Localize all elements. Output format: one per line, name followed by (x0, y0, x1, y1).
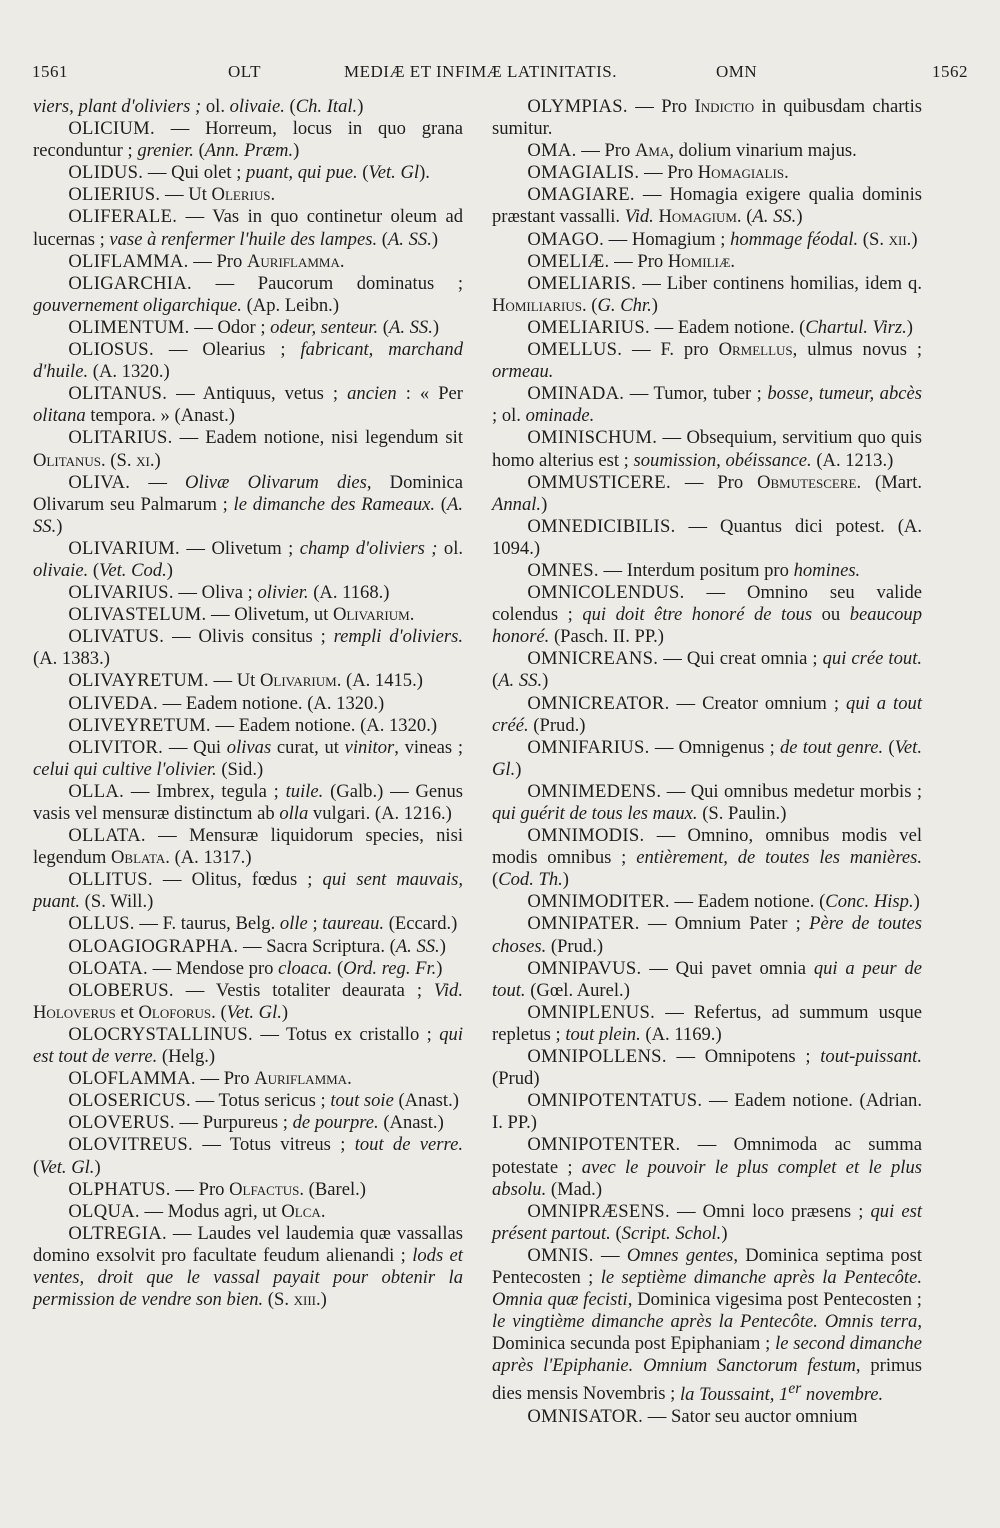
dictionary-entry: OMINISCHUM. — Obsequium, servitium quo quis homo alterius est ; soumission, obéissance. (A. 1213.) (492, 427, 922, 471)
dictionary-entry: OLTREGIA. — Laudes vel laudemia quæ vassallas domino exsolvit pro facultate feudum alienandi ; lods et ventes, droit que le vassal payait pour obtenir la permission de vendre son bien. (S. xiii.) (33, 1222, 463, 1311)
dictionary-entry: OMNIPATER. — Omnium Pater ; Père de toutes choses. (Prud.) (492, 913, 922, 957)
dictionary-entry: OLOVERUS. — Purpureus ; de pourpre. (Anast.) (68, 1112, 444, 1134)
dictionary-entry: OLOAGIOGRAPHA. — Sacra Scriptura. (A. SS.) (68, 935, 446, 957)
dictionary-entry: OLIVARIUS. — Oliva ; olivier. (A. 1168.) (68, 582, 390, 604)
dictionary-entry: OMAGO. — Homagium ; hommage féodal. (S. xii.) (527, 228, 918, 250)
dictionary-entry: OMNEDICIBILIS. — Quantus dici potest. (A. 1094.) (492, 515, 922, 559)
dictionary-entry: OLIERIUS. — Ut Olerius. (68, 184, 276, 206)
dictionary-entry: OLITANUS. — Antiquus, vetus ; ancien : « Per olitana tempora. » (Anast.) (33, 383, 463, 427)
dictionary-entry: OLIVATUS. — Olivis consitus ; rempli d'oliviers. (A. 1383.) (33, 626, 463, 670)
header-range-start: OLT (228, 62, 261, 81)
dictionary-entry: OMAGIARE. — Homagia exigere qualia dominis præstant vassalli. Vid. Homagium. (A. SS.) (492, 184, 922, 228)
dictionary-entry: OMNIFARIUS. — Omnigenus ; de tout genre. (Vet. Gl.) (492, 736, 922, 780)
dictionary-entry: OMNICREANS. — Qui creat omnia ; qui crée tout. (A. SS.) (492, 648, 923, 692)
dictionary-entry: OLIVEDA. — Eadem notione. (A. 1320.) (68, 692, 385, 714)
dictionary-entry: OMELIARIS. — Liber continens homilias, idem q. Homiliarius. (G. Chr.) (492, 272, 922, 316)
dictionary-entry: OLIVA. — Olivæ Olivarum dies, Dominica Olivarum seu Palmarum ; le dimanche des Rameaux. (A. SS.) (33, 471, 464, 537)
dictionary-entry: OLIVARIUM. — Olivetum ; champ d'oliviers ; ol. olivaie. (Vet. Cod.) (33, 537, 464, 581)
dictionary-entry: OLPHATUS. — Pro Olfactus. (Barel.) (68, 1178, 366, 1200)
dictionary-entry: OLIVITOR. — Qui olivas curat, ut vinitor, vineas ; celui qui cultive l'olivier. (Sid.) (33, 736, 463, 780)
dictionary-entry: OMNIMEDENS. — Qui omnibus medetur morbis ; qui guérit de tous les maux. (S. Paulin.) (492, 780, 922, 824)
dictionary-entry: OMNIPLENUS. — Refertus, ad summum usque repletus ; tout plein. (A. 1169.) (492, 1001, 922, 1045)
dictionary-entry: OLQUA. — Modus agri, ut Olca. (68, 1200, 326, 1222)
dictionary-entry: OLIMENTUM. — Odor ; odeur, senteur. (A. SS.) (68, 316, 440, 338)
dictionary-entry: OMNISATOR. — Sator seu auctor omnium (527, 1405, 858, 1427)
dictionary-entry: OMMUSTICERE. — Pro Obmutescere. (Mart. Annal.) (492, 471, 923, 515)
dictionary-entry: OLIDUS. — Qui olet ; puant, qui pue. (Vet. Gl). (68, 162, 430, 184)
dictionary-entry: OLOSERICUS. — Totus sericus ; tout soie (Anast.) (68, 1090, 459, 1112)
dictionary-entry: OMINADA. — Tumor, tuber ; bosse, tumeur, abcès ; ol. ominade. (492, 383, 922, 427)
dictionary-entry: OLIFERALE. — Vas in quo continetur oleum ad lucernas ; vase à renfermer l'huile des lampes. (A. SS.) (33, 206, 463, 250)
dictionary-entry: OLOFLAMMA. — Pro Auriflamma. (68, 1068, 352, 1090)
dictionary-entry: OMA. — Pro Ama, dolium vinarium majus. (527, 140, 857, 162)
running-header (30, 62, 970, 88)
dictionary-entry: OMNIMODIS. — Omnino, omnibus modis vel modis omnibus ; entièrement, de toutes les manières. (Cod. Th.) (492, 825, 922, 891)
dictionary-entry: OMNICREATOR. — Creator omnium ; qui a tout créé. (Prud.) (492, 692, 922, 736)
dictionary-entry: OLYMPIAS. — Pro Indictio in quibusdam chartis sumitur. (492, 96, 922, 140)
dictionary-entry: OMELIARIUS. — Eadem notione. (Chartul. Virz.) (527, 316, 913, 338)
left-column (33, 96, 463, 1311)
dictionary-entry: OLIVAYRETUM. — Ut Olivarium. (A. 1415.) (68, 670, 423, 692)
dictionary-entry: OMNIPOTENTATUS. — Eadem notione. (Adrian. I. PP.) (492, 1090, 922, 1134)
page-number-left: 1561 (32, 62, 68, 81)
dictionary-entry: viers, plant d'oliviers ; ol. olivaie. (Ch. Ital.) (33, 96, 364, 117)
dictionary-entry: OMNIPAVUS. — Qui pavet omnia qui a peur de tout. (Gœl. Aurel.) (492, 957, 922, 1001)
right-column (492, 96, 922, 1428)
dictionary-entry: OLIOSUS. — Olearius ; fabricant, marchand d'huile. (A. 1320.) (33, 339, 463, 383)
dictionary-entry: OLITARIUS. — Eadem notione, nisi legendum sit Olitanus. (S. xi.) (33, 427, 463, 471)
dictionary-entry: OLLATA. — Mensuræ liquidorum species, nisi legendum Oblata. (A. 1317.) (33, 825, 463, 869)
dictionary-entry: OLLITUS. — Olitus, fœdus ; qui sent mauvais, puant. (S. Will.) (33, 869, 463, 913)
dictionary-entry: OLIVEYRETUM. — Eadem notione. (A. 1320.) (68, 714, 438, 736)
dictionary-entry: OLICIUM. — Horreum, locus in quo grana reconduntur ; grenier. (Ann. Præm.) (33, 118, 463, 162)
dictionary-entry: OMNIMODITER. — Eadem notione. (Conc. Hisp.) (527, 891, 920, 913)
dictionary-entry: OLLA. — Imbrex, tegula ; tuile. (Galb.) — Genus vasis vel mensuræ distinctum ab olla vulgari. (A. 1216.) (33, 780, 463, 824)
header-title: MEDIÆ ET INFIMÆ LATINITATIS. (344, 62, 617, 81)
dictionary-entry: OLIGARCHIA. — Paucorum dominatus ; gouvernement oligarchique. (Ap. Leibn.) (33, 272, 463, 316)
dictionary-entry: OMELIÆ. — Pro Homiliæ. (527, 250, 736, 272)
dictionary-entry: OLIFLAMMA. — Pro Auriflamma. (68, 250, 345, 272)
dictionary-entry: OLOCRYSTALLINUS. — Totus ex cristallo ; qui est tout de verre. (Helg.) (33, 1023, 463, 1068)
dictionary-entry: OMNIPOLLENS. — Omnipotens ; tout-puissant. (Prud) (492, 1046, 922, 1090)
dictionary-entry: OMELLUS. — F. pro Ormellus, ulmus novus ; ormeau. (492, 339, 922, 383)
dictionary-entry: OLOVITREUS. — Totus vitreus ; tout de verre. (Vet. Gl.) (33, 1134, 463, 1178)
dictionary-entry: OMNES. — Interdum positum pro homines. (527, 559, 861, 581)
dictionary-entry: OLOATA. — Mendose pro cloaca. (Ord. reg. Fr.) (68, 957, 443, 979)
dictionary-entry: OMNICOLENDUS. — Omnino seu valide colendus ; qui doit être honoré de tous ou beaucoup honoré. (Pasch. II. PP.) (492, 582, 922, 648)
dictionary-entry: OMAGIALIS. — Pro Homagialis. (527, 162, 789, 184)
dictionary-entry: OLLUS. — F. taurus, Belg. olle ; taureau. (Eccard.) (68, 913, 458, 935)
header-range-end: OMN (716, 62, 758, 81)
dictionary-entry: OLOBERUS. — Vestis totaliter deaurata ; Vid. Holoverus et Oloforus. (Vet. Gl.) (33, 979, 463, 1023)
dictionary-entry: OMNIPOTENTER. — Omnimoda ac summa potestate ; avec le pouvoir le plus complet et le plus absolu. (Mad.) (492, 1134, 922, 1200)
page-number-right: 1562 (932, 62, 968, 81)
dictionary-entry: OMNIS. — Omnes gentes, Dominica septima post Pentecosten ; le septième dimanche après la Pentecôte. Omnia quæ fecisti, Dominica vigesima post Pentecosten ; le vingtième dimanche après la Pentecôte. Omnis terra, Dominica secunda post Epiphaniam ; le second dimanche après l'Epiphanie. Omnium Sanctorum festum, primus dies mensis Novembris ; la Toussaint, 1er novembre. (492, 1244, 923, 1405)
dictionary-entry: OMNIPRÆSENS. — Omni loco præsens ; qui est présent partout. (Script. Schol.) (492, 1200, 922, 1244)
dictionary-entry: OLIVASTELUM. — Olivetum, ut Olivarium. (68, 604, 415, 626)
